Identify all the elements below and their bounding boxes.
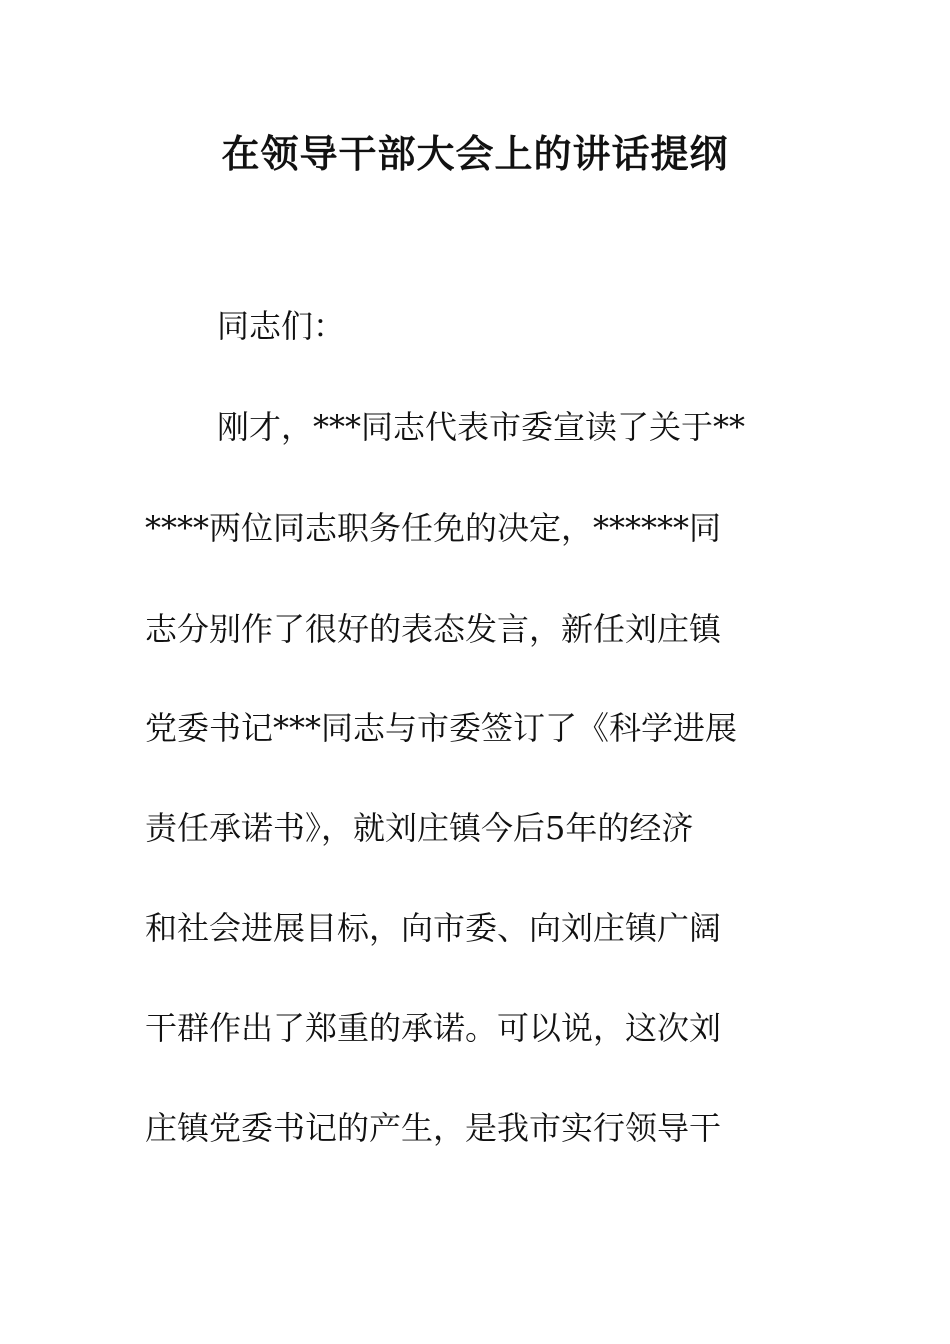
body-text-line: 和社会进展目标，向市委、向刘庄镇广阔	[145, 909, 722, 947]
body-text-line: 干群作出了郑重的承诺。可以说，这次刘	[145, 1009, 722, 1047]
body-text-line: 志分别作了很好的表态发言，新任刘庄镇	[145, 610, 722, 648]
body-text-line: 党委书记***同志与市委签订了《科学进展	[145, 709, 738, 747]
document-title: 在领导干部大会上的讲话提纲	[221, 132, 729, 176]
body-text-line: 庄镇党委书记的产生，是我市实行领导干	[145, 1109, 722, 1147]
salutation-line: 同志们：	[217, 307, 346, 345]
body-text-line: 刚才，***同志代表市委宣读了关于**	[217, 408, 746, 446]
body-text-line: 责任承诺书》，就刘庄镇今后5年的经济	[145, 809, 694, 847]
body-text-line: ****两位同志职务任免的决定，******同	[145, 509, 722, 547]
